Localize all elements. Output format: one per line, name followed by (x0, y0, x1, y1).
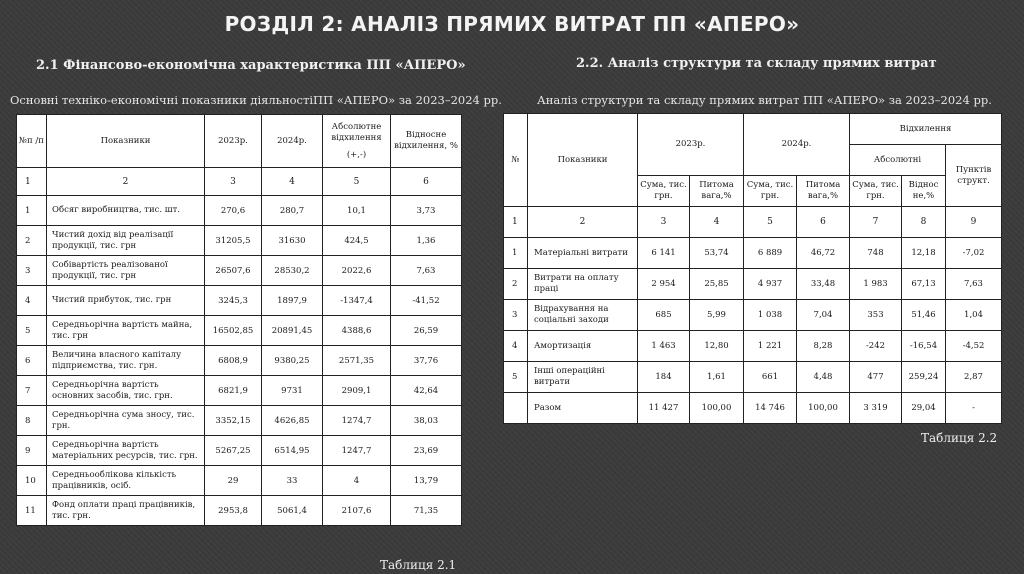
indicator-name: Величина власного капіталу підприємства, тис. грн. (47, 346, 205, 376)
table-row (17, 256, 462, 286)
row-number: 1 (504, 238, 528, 269)
cell-value: 31205,5 (205, 226, 262, 256)
cell-value: 1274,7 (323, 406, 391, 436)
column-number: 5 (323, 168, 391, 196)
column-number: 5 (744, 207, 797, 238)
table-row (17, 196, 462, 226)
cell-value: 28530,2 (262, 256, 323, 286)
table-2-2-label: Таблиця 2.2 (921, 431, 998, 445)
row-number: 9 (17, 436, 47, 466)
col-header-abs-deviation (323, 115, 391, 168)
indicator-name: Середньорічна вартість матеріальних ресурсів, тис. грн. (47, 436, 205, 466)
column-number: 2 (47, 168, 205, 196)
cell-value: 1 463 (638, 331, 690, 362)
cell-value: 3 319 (850, 393, 902, 424)
abs-deviation-sign: (+,-) (346, 149, 367, 160)
cell-value: - (946, 393, 1002, 424)
column-number-row (17, 168, 462, 196)
indicator-name: Середньооблікова кількість працівників, осіб. (47, 466, 205, 496)
cell-value: 12,80 (690, 331, 744, 362)
cell-value: 38,03 (391, 406, 462, 436)
cell-value: 259,24 (902, 362, 946, 393)
col-header-sum-deviation: Сума, тис. грн. (850, 176, 902, 207)
col-header-rel-deviation: Віднос не,% (902, 176, 946, 207)
cell-value: 31630 (262, 226, 323, 256)
indicator-name: Матеріальні витрати (528, 238, 638, 269)
column-number: 4 (262, 168, 323, 196)
cell-value: 4388,6 (323, 316, 391, 346)
table-row (17, 496, 462, 526)
cell-value: 25,85 (690, 269, 744, 300)
cell-value: 353 (850, 300, 902, 331)
cell-value: 2022,6 (323, 256, 391, 286)
cell-value: 33 (262, 466, 323, 496)
cell-value: 1,61 (690, 362, 744, 393)
row-number: 11 (17, 496, 47, 526)
indicator-name: Чистий прибуток, тис. грн (47, 286, 205, 316)
cell-value: 71,35 (391, 496, 462, 526)
row-number: 4 (504, 331, 528, 362)
cell-value: 29,04 (902, 393, 946, 424)
cell-value: 2 954 (638, 269, 690, 300)
column-number: 6 (797, 207, 850, 238)
abs-deviation-label: Абсолютне відхилення (331, 121, 382, 143)
cell-value: -1347,4 (323, 286, 391, 316)
cell-value: 2571,35 (323, 346, 391, 376)
cell-value: 6 889 (744, 238, 797, 269)
row-number: 8 (17, 406, 47, 436)
cell-value: 12,18 (902, 238, 946, 269)
row-number: 5 (17, 316, 47, 346)
table-row (17, 376, 462, 406)
cell-value: 7,04 (797, 300, 850, 331)
indicator-name: Разом (528, 393, 638, 424)
column-number: 2 (528, 207, 638, 238)
cell-value: 4626,85 (262, 406, 323, 436)
table-row (504, 393, 1002, 424)
cell-value: 280,7 (262, 196, 323, 226)
table-row (17, 286, 462, 316)
cell-value: -16,54 (902, 331, 946, 362)
col-header-deviation: Відхилення (850, 114, 1002, 145)
table-row (17, 466, 462, 496)
cell-value: 2909,1 (323, 376, 391, 406)
cell-value: 4 937 (744, 269, 797, 300)
table-row (17, 436, 462, 466)
cell-value: 4,48 (797, 362, 850, 393)
col-header-no: №п /п (17, 115, 47, 168)
cell-value: 42,64 (391, 376, 462, 406)
cell-value: 26507,6 (205, 256, 262, 286)
col-header-indicator: Показники (528, 114, 638, 207)
cell-value: 46,72 (797, 238, 850, 269)
col-header-rel-deviation: Відносне відхилення, % (391, 115, 462, 168)
left-table-caption: Основні техніко-економічні показники діяльностіПП «АПЕРО» за 2023–2024 рр. (10, 93, 502, 107)
indicator-name: Середньорічна вартість основних засобів, тис. грн. (47, 376, 205, 406)
column-number: 6 (391, 168, 462, 196)
row-number: 3 (504, 300, 528, 331)
cell-value: 270,6 (205, 196, 262, 226)
cell-value: 748 (850, 238, 902, 269)
indicator-name: Чистий дохід від реалізації продукції, тис. грн (47, 226, 205, 256)
table-header-row (504, 114, 1002, 145)
column-number: 8 (902, 207, 946, 238)
row-number: 3 (17, 256, 47, 286)
cell-value: 1 983 (850, 269, 902, 300)
indicators-table (16, 114, 462, 526)
cell-value: 13,79 (391, 466, 462, 496)
cell-value: 23,69 (391, 436, 462, 466)
cell-value: -4,52 (946, 331, 1002, 362)
cell-value: 1247,7 (323, 436, 391, 466)
cell-value: 26,59 (391, 316, 462, 346)
cell-value: 37,76 (391, 346, 462, 376)
indicator-name: Амортизація (528, 331, 638, 362)
indicator-name: Витрати на оплату праці (528, 269, 638, 300)
column-number: 1 (17, 168, 47, 196)
cell-value: 11 427 (638, 393, 690, 424)
cell-value: 5061,4 (262, 496, 323, 526)
cell-value: 1897,9 (262, 286, 323, 316)
col-header-no: № (504, 114, 528, 207)
cell-value: 1,36 (391, 226, 462, 256)
indicator-name: Обсяг виробництва, тис. шт. (47, 196, 205, 226)
col-header-indicator: Показники (47, 115, 205, 168)
col-header-absolute: Абсолютні (850, 145, 946, 176)
column-number: 1 (504, 207, 528, 238)
indicator-name: Відрахування на соціальні заходи (528, 300, 638, 331)
cell-value: 9731 (262, 376, 323, 406)
col-header-share-2024: Питома вага,% (797, 176, 850, 207)
table-row (504, 331, 1002, 362)
cell-value: 477 (850, 362, 902, 393)
cell-value: 10,1 (323, 196, 391, 226)
cell-value: 6808,9 (205, 346, 262, 376)
cell-value: 1 038 (744, 300, 797, 331)
indicator-name: Середньорічна вартість майна, тис. грн (47, 316, 205, 346)
table-row (504, 238, 1002, 269)
table-row (17, 346, 462, 376)
col-header-sum-2024: Сума, тис. грн. (744, 176, 797, 207)
column-number: 3 (205, 168, 262, 196)
row-number: 2 (17, 226, 47, 256)
col-header-2024: 2024р. (744, 114, 850, 176)
cell-value: 67,13 (902, 269, 946, 300)
col-header-2024: 2024р. (262, 115, 323, 168)
cell-value: 14 746 (744, 393, 797, 424)
cell-value: 6 141 (638, 238, 690, 269)
cell-value: 53,74 (690, 238, 744, 269)
column-number-row (504, 207, 1002, 238)
cell-value: 3,73 (391, 196, 462, 226)
cell-value: 5267,25 (205, 436, 262, 466)
slide-title: РОЗДІЛ 2: АНАЛІЗ ПРЯМИХ ВИТРАТ ПП «АПЕРО» (224, 12, 800, 36)
indicator-name: Собівартість реалізованої продукції, тис. грн (47, 256, 205, 286)
cell-value: 7,63 (391, 256, 462, 286)
cell-value: 685 (638, 300, 690, 331)
cell-value: -242 (850, 331, 902, 362)
table-row (17, 316, 462, 346)
right-section-heading: 2.2. Аналіз структури та складу прямих витрат (576, 56, 937, 71)
cell-value: 16502,85 (205, 316, 262, 346)
column-number: 4 (690, 207, 744, 238)
row-number: 7 (17, 376, 47, 406)
table-row (504, 269, 1002, 300)
cell-value: 5,99 (690, 300, 744, 331)
cell-value: -41,52 (391, 286, 462, 316)
cell-value: 2953,8 (205, 496, 262, 526)
left-section-heading: 2.1 Фінансово-економічна характеристика ПП «АПЕРО» (36, 58, 466, 73)
table-row (504, 362, 1002, 393)
cell-value: 6821,9 (205, 376, 262, 406)
table-row (17, 226, 462, 256)
cell-value: -7,02 (946, 238, 1002, 269)
cell-value: 7,63 (946, 269, 1002, 300)
col-header-2023: 2023р. (638, 114, 744, 176)
cell-value: 2107,6 (323, 496, 391, 526)
cell-value: 2,87 (946, 362, 1002, 393)
row-number: 6 (17, 346, 47, 376)
cell-value: 4 (323, 466, 391, 496)
col-header-2023: 2023р. (205, 115, 262, 168)
indicator-name: Фонд оплати праці працівників, тис. грн. (47, 496, 205, 526)
cell-value: 424,5 (323, 226, 391, 256)
cell-value: 3352,15 (205, 406, 262, 436)
cell-value: 8,28 (797, 331, 850, 362)
indicator-name: Середньорічна сума зносу, тис. грн. (47, 406, 205, 436)
table-2-1-label: Таблиця 2.1 (380, 558, 457, 572)
row-number (504, 393, 528, 424)
row-number: 10 (17, 466, 47, 496)
column-number: 3 (638, 207, 690, 238)
cell-value: 100,00 (690, 393, 744, 424)
right-table-caption: Аналіз структури та складу прямих витрат ПП «АПЕРО» за 2023–2024 рр. (537, 93, 992, 107)
column-number: 7 (850, 207, 902, 238)
cell-value: 6514,95 (262, 436, 323, 466)
cell-value: 100,00 (797, 393, 850, 424)
cell-value: 1 221 (744, 331, 797, 362)
indicator-name: Інші операційні витрати (528, 362, 638, 393)
cell-value: 3245,3 (205, 286, 262, 316)
cell-value: 1,04 (946, 300, 1002, 331)
cell-value: 20891,45 (262, 316, 323, 346)
cell-value: 9380,25 (262, 346, 323, 376)
row-number: 4 (17, 286, 47, 316)
row-number: 1 (17, 196, 47, 226)
col-header-sum-2023: Сума, тис. грн. (638, 176, 690, 207)
table-row (17, 406, 462, 436)
col-header-share-2023: Питома вага,% (690, 176, 744, 207)
column-number: 9 (946, 207, 1002, 238)
col-header-structure-points: Пунктів структ. (946, 145, 1002, 207)
table-header-row (17, 115, 462, 168)
row-number: 2 (504, 269, 528, 300)
cell-value: 33,48 (797, 269, 850, 300)
cell-value: 184 (638, 362, 690, 393)
cell-value: 661 (744, 362, 797, 393)
cell-value: 29 (205, 466, 262, 496)
row-number: 5 (504, 362, 528, 393)
table-row (504, 300, 1002, 331)
cost-structure-table (503, 113, 1002, 424)
cell-value: 51,46 (902, 300, 946, 331)
